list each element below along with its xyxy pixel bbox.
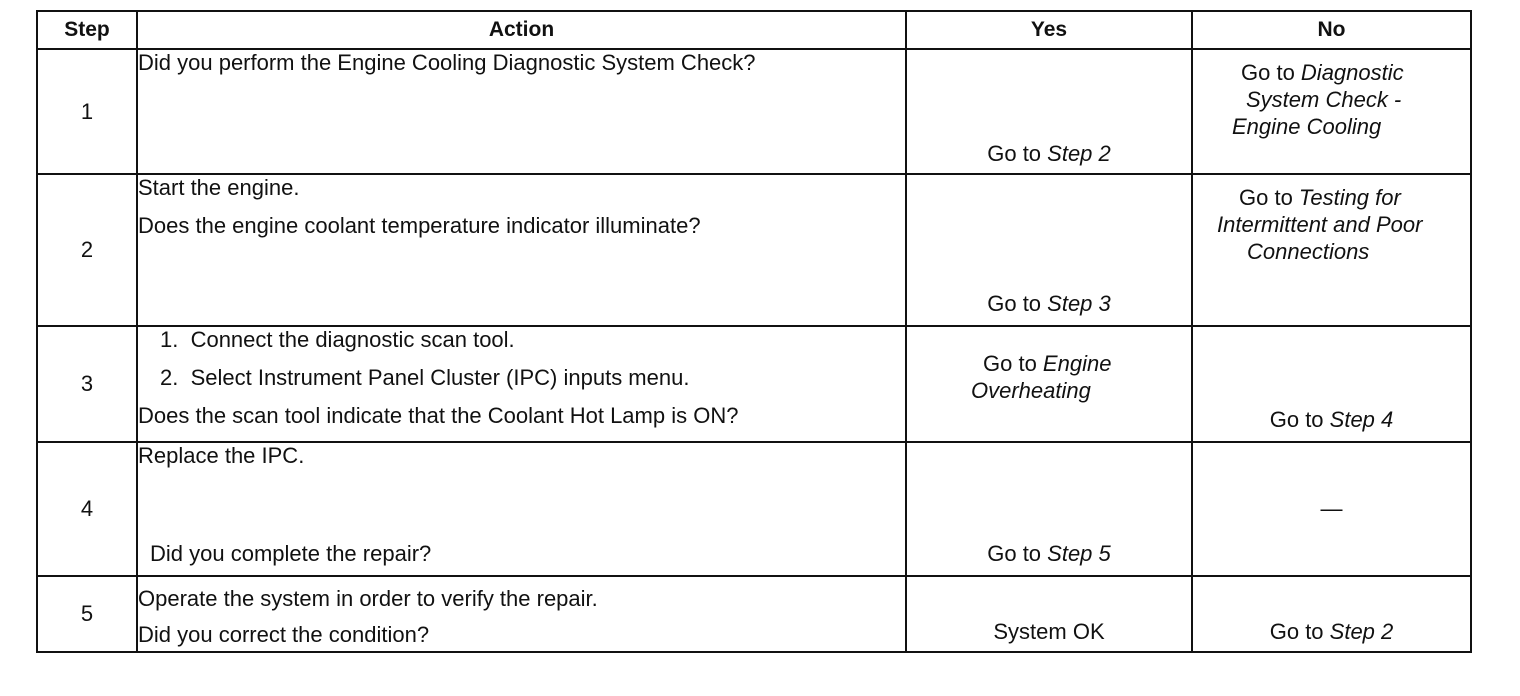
no-goto-cont <box>1217 212 1422 238</box>
action-cell <box>137 576 906 652</box>
action-cell <box>137 49 906 174</box>
action-text: Does the scan tool indicate that the Coolant Hot Lamp is ON? <box>138 403 739 428</box>
no-goto <box>1193 407 1470 433</box>
no-cell <box>1192 326 1471 442</box>
goto-target: Connections <box>1247 239 1370 264</box>
table-row <box>37 576 1471 652</box>
step-number: 1 <box>37 49 137 174</box>
goto-prefix: Go to <box>1269 407 1330 432</box>
no-goto-cont <box>1232 114 1381 140</box>
header-action: Action <box>137 11 906 49</box>
goto-target: System Check - <box>1246 87 1402 112</box>
no-action-dash: — <box>1320 496 1343 521</box>
goto-target: Engine <box>1042 351 1112 376</box>
goto-target: Step 5 <box>1047 541 1111 566</box>
list-item: 1. Connect the diagnostic scan tool. <box>160 327 515 352</box>
yes-cell <box>906 442 1192 576</box>
header-yes: Yes <box>906 11 1192 49</box>
action-cell <box>137 174 906 326</box>
header-no: No <box>1192 11 1471 49</box>
table-row <box>37 49 1471 174</box>
step-number: 5 <box>37 576 137 652</box>
no-cell <box>1192 442 1471 576</box>
goto-prefix: Go to <box>987 541 1048 566</box>
table-row <box>37 174 1471 326</box>
action-text: Did you correct the condition? <box>138 622 430 647</box>
no-cell <box>1192 576 1471 652</box>
goto-target: Step 3 <box>1047 291 1111 316</box>
no-goto-cont <box>1247 239 1369 265</box>
action-text: Did you complete the repair? <box>150 541 432 566</box>
goto-prefix: Go to <box>1241 60 1301 85</box>
action-text: Replace the IPC. <box>138 443 305 468</box>
step-number: 2 <box>37 174 137 326</box>
goto-prefix: Go to <box>983 351 1043 376</box>
header-row <box>37 11 1471 49</box>
action-text: Does the engine coolant temperature indicator illuminate? <box>138 213 701 238</box>
table-row <box>37 442 1471 576</box>
no-goto <box>1241 60 1404 86</box>
goto-target: Intermittent and Poor <box>1217 212 1423 237</box>
goto-target: Testing for <box>1298 185 1401 210</box>
diagnostic-table <box>36 10 1472 653</box>
step-number: 3 <box>37 326 137 442</box>
goto-prefix: Go to <box>987 291 1048 316</box>
goto-prefix: Go to <box>1239 185 1299 210</box>
no-cell <box>1192 174 1471 326</box>
header-step: Step <box>37 11 137 49</box>
goto-target: Step 4 <box>1329 407 1394 432</box>
yes-goto <box>983 351 1111 377</box>
goto-target: Step 2 <box>1047 141 1111 166</box>
yes-system-ok: System OK <box>993 619 1105 644</box>
yes-goto <box>907 541 1191 567</box>
action-steps-list <box>138 327 905 391</box>
goto-target: Engine Cooling <box>1232 114 1382 139</box>
yes-cell <box>906 49 1192 174</box>
yes-cell <box>906 326 1192 442</box>
list-item: 2. Select Instrument Panel Cluster (IPC) inputs menu. <box>160 365 690 390</box>
no-cell <box>1192 49 1471 174</box>
goto-target: Overheating <box>971 378 1091 403</box>
yes-cell <box>906 576 1192 652</box>
no-goto-cont <box>1246 87 1401 113</box>
yes-goto <box>907 141 1191 167</box>
no-goto <box>1239 185 1401 211</box>
table-row <box>37 326 1471 442</box>
goto-prefix: Go to <box>1269 619 1330 644</box>
action-text: Did you perform the Engine Cooling Diagnostic System Check? <box>138 50 756 75</box>
goto-prefix: Go to <box>987 141 1048 166</box>
step-number: 4 <box>37 442 137 576</box>
action-text: Operate the system in order to verify the repair. <box>138 586 598 611</box>
goto-target: Step 2 <box>1329 619 1394 644</box>
action-cell <box>137 442 906 576</box>
action-text: Start the engine. <box>138 175 300 200</box>
yes-goto-cont <box>971 378 1091 404</box>
yes-cell <box>906 174 1192 326</box>
yes-goto <box>907 291 1191 317</box>
goto-target: Diagnostic <box>1300 60 1404 85</box>
no-goto <box>1193 619 1470 645</box>
action-cell <box>137 326 906 442</box>
